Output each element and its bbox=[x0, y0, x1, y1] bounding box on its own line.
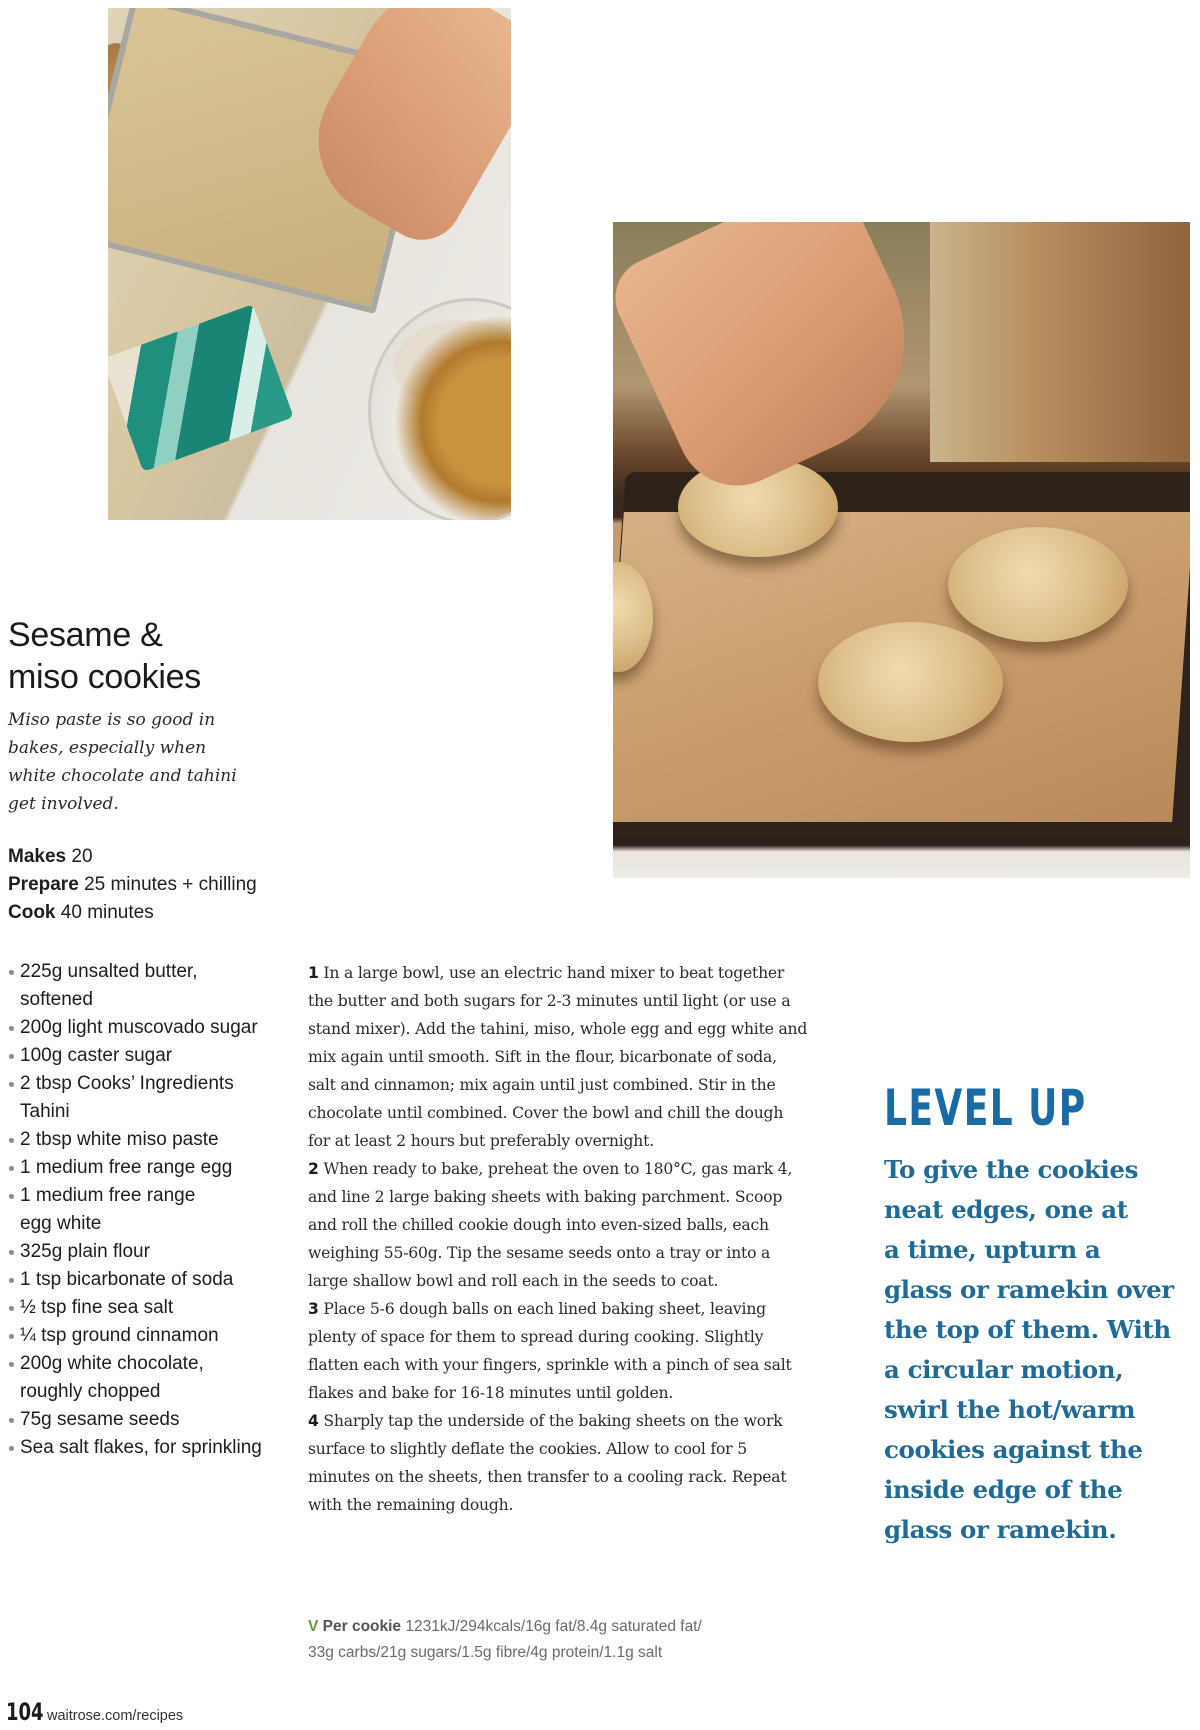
nutrition-info bbox=[308, 1614, 788, 1666]
intro-line: get involved. bbox=[8, 794, 119, 814]
ingredient-item: 200g light muscovado sugar bbox=[8, 1014, 298, 1042]
page-number: 104 bbox=[6, 1698, 44, 1726]
meta-makes bbox=[8, 843, 308, 871]
tip-line: the top of them. With bbox=[884, 1315, 1171, 1344]
step-text: Sharply tap the underside of the baking sheets on the work surface to slightly deflate the cookies. Allow to cool for 5 minutes on the sheets, then transfer to a cooling rack. Repeat with the remaining dough. bbox=[308, 1412, 787, 1514]
meta-value: 25 minutes + chilling bbox=[84, 874, 257, 895]
page-footer bbox=[6, 1698, 183, 1726]
meta-value: 20 bbox=[71, 846, 93, 867]
recipe-intro bbox=[8, 706, 278, 818]
step-text: When ready to bake, preheat the oven to 180°C, gas mark 4, and line 2 large baking sheets with baking parchment. Scoop and roll the chilled cookie dough into even-sized balls, each weighing 55-60g. Tip the sesame seeds onto a tray or into a large shallow bowl and roll each in the seeds to coat. bbox=[308, 1160, 793, 1290]
intro-line: bakes, especially when bbox=[8, 738, 207, 758]
method-step bbox=[308, 1295, 808, 1407]
ingredient-item: 75g sesame seeds bbox=[8, 1406, 298, 1434]
meta-prepare bbox=[8, 871, 308, 899]
title-line: Sesame & bbox=[8, 616, 163, 654]
ingredient-item: 2 tbsp white miso paste bbox=[8, 1126, 298, 1154]
photo-sprinkling-salt bbox=[613, 222, 1190, 878]
tip-line: neat edges, one at bbox=[884, 1195, 1128, 1224]
background-wall bbox=[930, 222, 1190, 462]
ingredient-item: 1 medium free range egg bbox=[8, 1154, 298, 1182]
website-link[interactable]: waitrose.com/recipes bbox=[47, 1708, 184, 1724]
nutrition-label: Per cookie bbox=[322, 1618, 402, 1635]
meta-label: Cook bbox=[8, 902, 56, 923]
cookie-dough-ball bbox=[948, 527, 1128, 642]
ingredient-item: 325g plain flour bbox=[8, 1238, 298, 1266]
tip-line: swirl the hot/warm bbox=[884, 1395, 1136, 1424]
ingredient-item: 1 medium free range egg white bbox=[8, 1182, 220, 1238]
ingredient-item: 2 tbsp Cooks’ Ingredients Tahini bbox=[8, 1070, 260, 1126]
method bbox=[308, 959, 808, 1519]
cookie-dough-ball bbox=[818, 622, 1003, 742]
tip-body bbox=[884, 1150, 1200, 1550]
meta-value: 40 minutes bbox=[60, 902, 154, 923]
intro-line: white chocolate and tahini bbox=[8, 766, 237, 786]
step-text: In a large bowl, use an electric hand mixer to beat together the butter and both sugars for 2-3 minutes until light (or use a stand mixer). Add the tahini, miso, whole egg and egg white and mix again until smooth. Sift in the flour, bicarbonate of soda, salt and cinnamon; mix again until just combined. Stir in the chocolate until combined. Cover the bowl and chill the dough for at least 2 hours but preferably overnight. bbox=[308, 964, 808, 1150]
photo-rolling-dough-in-sesame bbox=[108, 8, 511, 520]
tip-line: glass or ramekin over bbox=[884, 1275, 1174, 1304]
ingredient-item: 225g unsalted butter, softened bbox=[8, 958, 210, 1014]
ingredient-item: ½ tsp fine sea salt bbox=[8, 1294, 298, 1322]
nutrition-line: 33g carbs/21g sugars/1.5g fibre/4g protein/1.1g salt bbox=[308, 1644, 663, 1661]
ingredient-item: 1 tsp bicarbonate of soda bbox=[8, 1266, 298, 1294]
tahini-packet bbox=[108, 304, 294, 471]
method-step bbox=[308, 1407, 808, 1519]
title-line: miso cookies bbox=[8, 658, 201, 696]
meta-cook bbox=[8, 899, 308, 927]
ingredient-item: ¼ tsp ground cinnamon bbox=[8, 1322, 298, 1350]
tip-line: inside edge of the bbox=[884, 1475, 1123, 1504]
ingredients-list bbox=[8, 958, 298, 1462]
step-number: 3 bbox=[308, 1300, 319, 1318]
recipe-meta bbox=[8, 843, 308, 927]
tip-line: a time, upturn a bbox=[884, 1235, 1101, 1264]
ingredient-item: 200g white chocolate, roughly chopped bbox=[8, 1350, 230, 1406]
intro-line: Miso paste is so good in bbox=[8, 710, 216, 730]
method-step bbox=[308, 1155, 808, 1295]
step-text: Place 5-6 dough balls on each lined baking sheet, leaving plenty of space for them to spread during cooking. Slightly flatten each with your fingers, sprinkle with a pinch of sea salt flakes and bake for 16-18 minutes until golden. bbox=[308, 1300, 792, 1402]
ingredient-item: Sea salt flakes, for sprinkling bbox=[8, 1434, 298, 1462]
meta-label: Prepare bbox=[8, 874, 79, 895]
method-step bbox=[308, 959, 808, 1155]
ingredient-item: 100g caster sugar bbox=[8, 1042, 298, 1070]
step-number: 2 bbox=[308, 1160, 319, 1178]
nutrition-line bbox=[308, 1614, 788, 1640]
hand bbox=[613, 222, 944, 505]
tip-line: cookies against the bbox=[884, 1435, 1143, 1464]
step-number: 4 bbox=[308, 1412, 319, 1430]
tip-line: glass or ramekin. bbox=[884, 1515, 1117, 1544]
nutrition-values: 1231kJ/294kcals/16g fat/8.4g saturated fat/ bbox=[405, 1618, 702, 1635]
tip-heading: LEVEL UP bbox=[884, 1079, 1087, 1137]
vegetarian-mark: V bbox=[308, 1618, 319, 1635]
tip-line: a circular motion, bbox=[884, 1355, 1124, 1384]
sugar-bowl bbox=[368, 298, 511, 520]
tip-line: To give the cookies bbox=[884, 1155, 1138, 1184]
step-number: 1 bbox=[308, 964, 319, 982]
recipe-title bbox=[8, 614, 288, 698]
meta-label: Makes bbox=[8, 846, 67, 867]
